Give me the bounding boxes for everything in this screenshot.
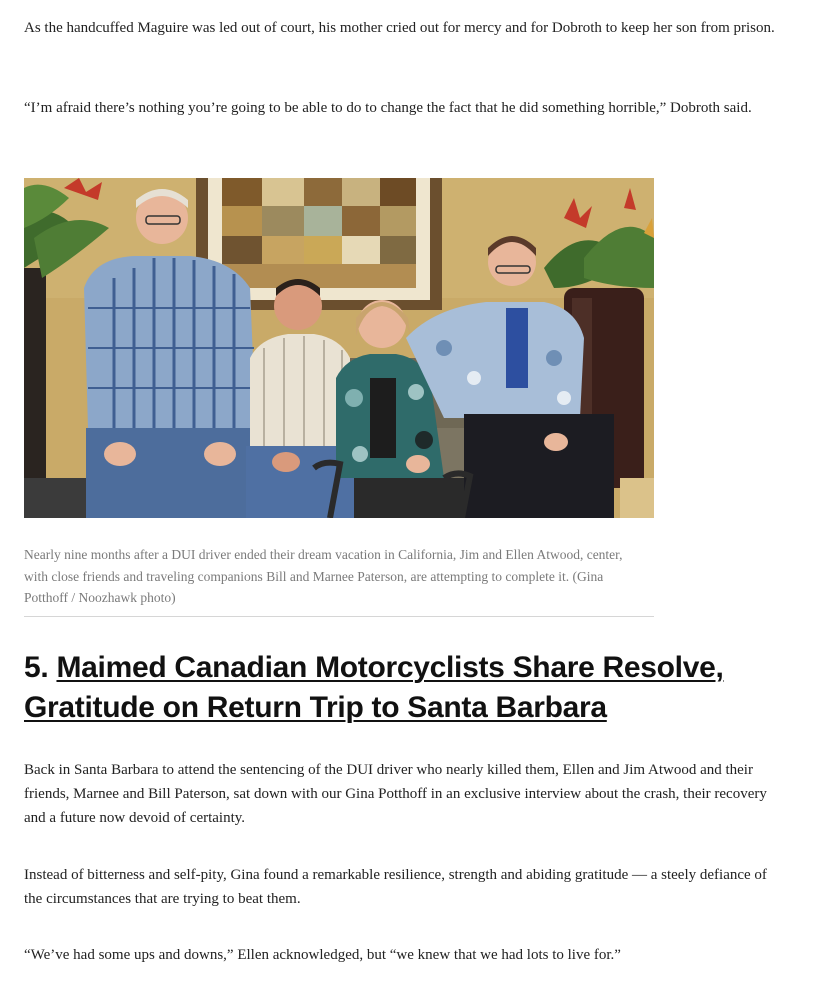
photo-caption: Nearly nine months after a DUI driver ended their dream vacation in California, Jim and Ellen Atwood, center, with close friends and traveling companions Bill and Marnee Paterson, are attempting to complete it. (Gina Potthoff / Noozhawk photo) bbox=[24, 547, 623, 605]
article-paragraph: “We’ve had some ups and downs,” Ellen acknowledged, but “we knew that we had lots to live for.” bbox=[24, 947, 621, 963]
section-headline bbox=[24, 648, 784, 728]
article-photo bbox=[24, 178, 654, 518]
caption-divider bbox=[24, 616, 654, 617]
article-paragraph: “I’m afraid there’s nothing you’re going to be able to do to change the fact that he did something horrible,” Dobroth said. bbox=[24, 100, 752, 116]
article-paragraph: Instead of bitterness and self-pity, Gina found a remarkable resilience, strength and abiding gratitude — a steely defiance of the circumstances that are trying to beat them. bbox=[24, 867, 767, 907]
section-headline-link[interactable]: Maimed Canadian Motorcyclists Share Resolve, Gratitude on Return Trip to Santa Barbara bbox=[24, 651, 724, 724]
article-paragraph: As the handcuffed Maguire was led out of court, his mother cried out for mercy and for Dobroth to keep her son from prison. bbox=[24, 20, 775, 36]
photo-illustration bbox=[24, 178, 654, 518]
section-number: 5. bbox=[24, 651, 57, 684]
article-paragraph: Back in Santa Barbara to attend the sentencing of the DUI driver who nearly killed them, Ellen and Jim Atwood and their friends, Marnee and Bill Paterson, sat down with our Gina Potthoff in an exclusive interview about the crash, their recovery and a future now devoid of certainty. bbox=[24, 762, 767, 826]
